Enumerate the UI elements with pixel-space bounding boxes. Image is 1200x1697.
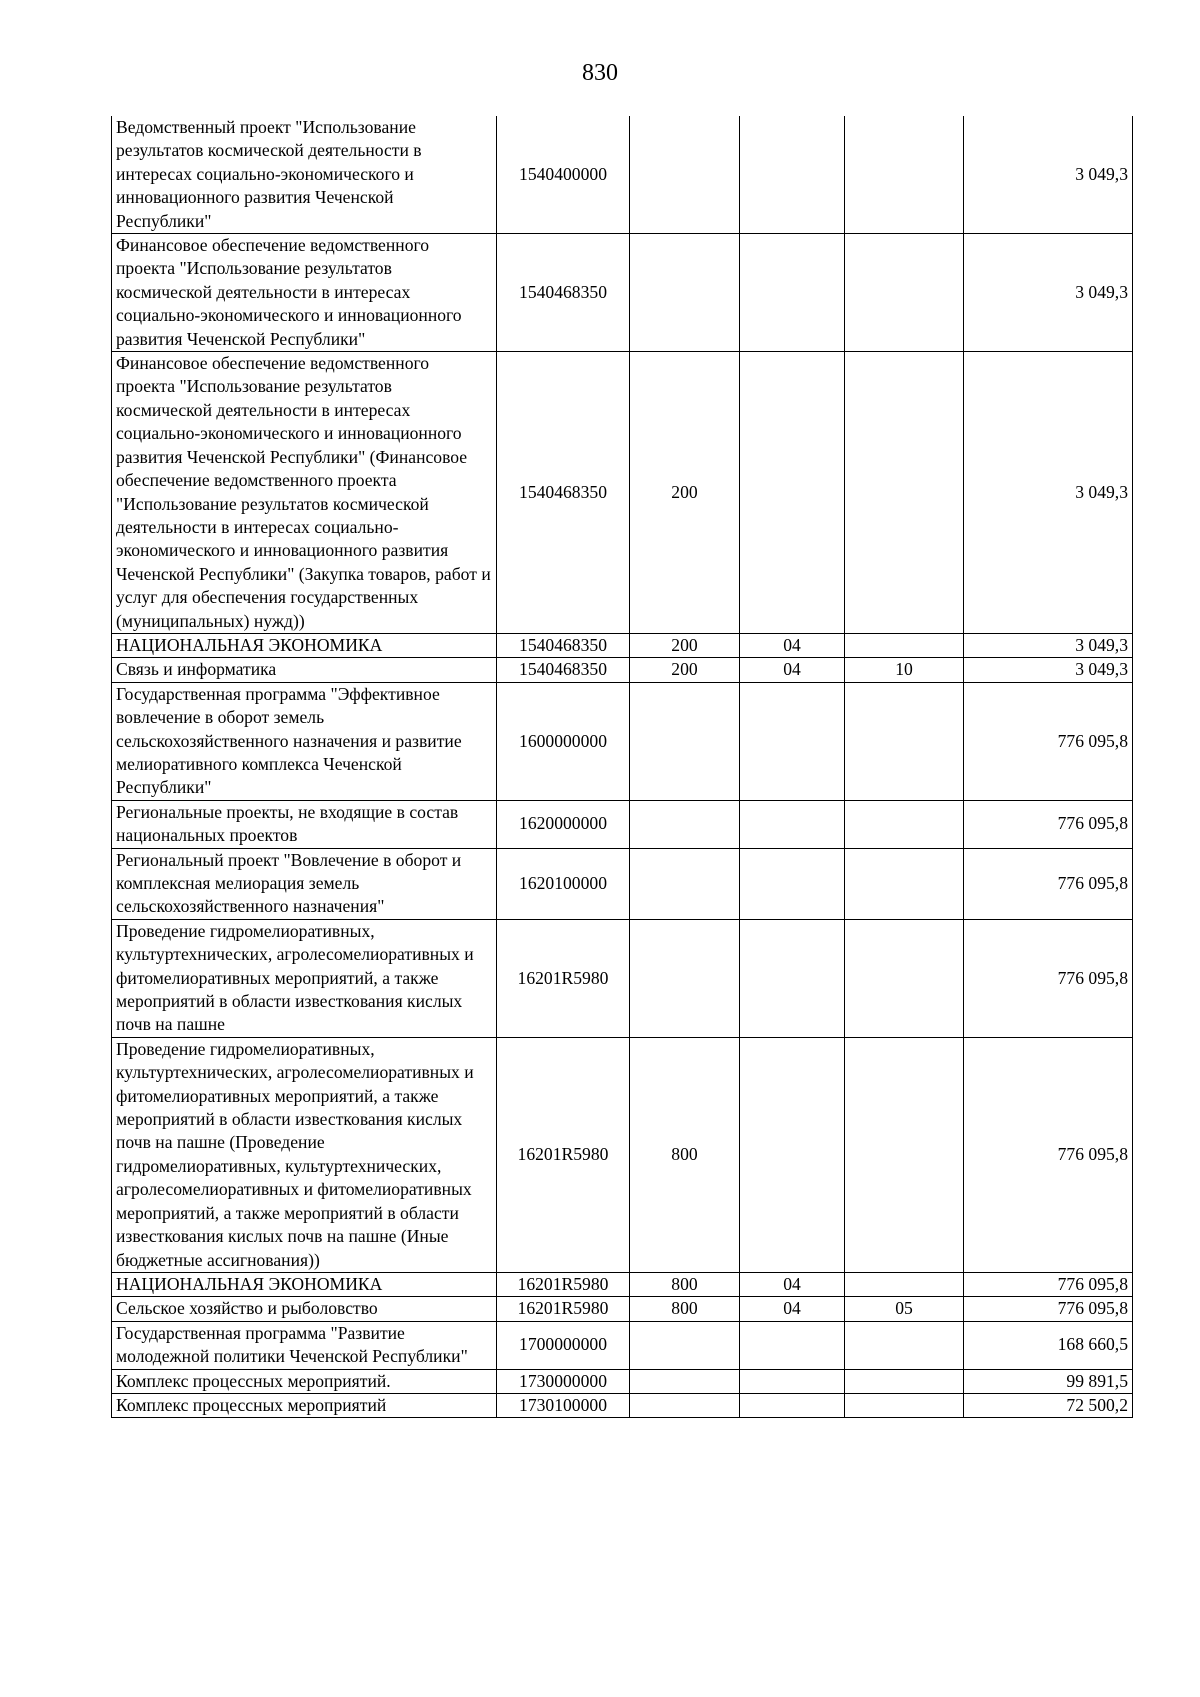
row-name-cell: НАЦИОНАЛЬНАЯ ЭКОНОМИКА: [112, 633, 497, 657]
row-name-cell: Сельское хозяйство и рыболовство: [112, 1297, 497, 1321]
row-subsection-cell: [845, 234, 964, 352]
row-amount-cell: 72 500,2: [964, 1393, 1133, 1417]
row-amount-cell: 776 095,8: [964, 919, 1133, 1037]
row-expense-type-cell: 200: [630, 352, 740, 634]
row-subsection-cell: [845, 800, 964, 848]
row-subsection-cell: 10: [845, 658, 964, 682]
row-code-cell: 16201R5980: [497, 1272, 630, 1296]
row-code-cell: 16201R5980: [497, 1037, 630, 1272]
row-amount-cell: 3 049,3: [964, 633, 1133, 657]
row-subsection-cell: [845, 633, 964, 657]
table-row: [112, 682, 1133, 800]
row-expense-type-cell: [630, 682, 740, 800]
table-row: [112, 1272, 1133, 1296]
table-row: [112, 116, 1133, 234]
row-code-cell: 1600000000: [497, 682, 630, 800]
row-code-cell: 1620000000: [497, 800, 630, 848]
row-code-cell: 1730000000: [497, 1369, 630, 1393]
row-section-cell: [740, 1037, 845, 1272]
row-subsection-cell: [845, 116, 964, 234]
row-subsection-cell: [845, 848, 964, 919]
row-name-cell: Комплекс процессных мероприятий.: [112, 1369, 497, 1393]
row-subsection-cell: [845, 1321, 964, 1369]
row-section-cell: [740, 1393, 845, 1417]
row-section-cell: 04: [740, 658, 845, 682]
row-section-cell: [740, 919, 845, 1037]
row-section-cell: [740, 352, 845, 634]
table-row: [112, 1037, 1133, 1272]
row-code-cell: 1540468350: [497, 658, 630, 682]
row-amount-cell: 3 049,3: [964, 658, 1133, 682]
row-code-cell: 16201R5980: [497, 1297, 630, 1321]
row-expense-type-cell: 800: [630, 1272, 740, 1296]
row-code-cell: 1540468350: [497, 633, 630, 657]
row-name-cell: Финансовое обеспечение ведомственного проекта "Использование результатов космической деятельности в интересах социально-экономического и инновационного развития Чеченской Республики" (Финансовое обеспечение ведомственного проекта "Использование результатов космической деятельности в интересах социально-экономического и инновационного развития Чеченской Республики" (Закупка товаров, работ и услуг для обеспечения государственных (муниципальных) нужд)): [112, 352, 497, 634]
row-expense-type-cell: 200: [630, 658, 740, 682]
row-expense-type-cell: [630, 848, 740, 919]
row-amount-cell: 3 049,3: [964, 234, 1133, 352]
row-expense-type-cell: [630, 1369, 740, 1393]
row-section-cell: [740, 800, 845, 848]
row-expense-type-cell: [630, 116, 740, 234]
table-row: [112, 658, 1133, 682]
row-amount-cell: 776 095,8: [964, 1272, 1133, 1296]
table-row: [112, 352, 1133, 634]
row-section-cell: [740, 234, 845, 352]
row-section-cell: [740, 1369, 845, 1393]
row-subsection-cell: [845, 1272, 964, 1296]
row-expense-type-cell: [630, 919, 740, 1037]
row-name-cell: Государственная программа "Развитие молодежной политики Чеченской Республики": [112, 1321, 497, 1369]
row-amount-cell: 776 095,8: [964, 800, 1133, 848]
row-expense-type-cell: 200: [630, 633, 740, 657]
row-code-cell: 1540400000: [497, 116, 630, 234]
row-section-cell: 04: [740, 633, 845, 657]
row-name-cell: Финансовое обеспечение ведомственного проекта "Использование результатов космической деятельности в интересах социально-экономического и инновационного развития Чеченской Республики": [112, 234, 497, 352]
row-name-cell: Региональный проект "Вовлечение в оборот и комплексная мелиорация земель сельскохозяйственного назначения": [112, 848, 497, 919]
table-row: [112, 1297, 1133, 1321]
row-expense-type-cell: [630, 1321, 740, 1369]
row-name-cell: Проведение гидромелиоративных, культуртехнических, агролесомелиоративных и фитомелиоративных мероприятий, а также мероприятий в области известкования кислых почв на пашне (Проведение гидромелиоративных, культуртехнических, агролесомелиоративных и фитомелиоративных мероприятий, а также мероприятий в области известкования кислых почв на пашне (Иные бюджетные ассигнования)): [112, 1037, 497, 1272]
row-name-cell: Ведомственный проект "Использование результатов космической деятельности в интересах социально-экономического и инновационного развития Чеченской Республики": [112, 116, 497, 234]
row-amount-cell: 3 049,3: [964, 116, 1133, 234]
row-section-cell: [740, 682, 845, 800]
row-subsection-cell: [845, 919, 964, 1037]
table-row: [112, 919, 1133, 1037]
row-subsection-cell: [845, 682, 964, 800]
row-subsection-cell: [845, 1393, 964, 1417]
row-amount-cell: 776 095,8: [964, 1037, 1133, 1272]
page-number: 830: [582, 60, 618, 86]
row-amount-cell: 776 095,8: [964, 682, 1133, 800]
row-name-cell: Региональные проекты, не входящие в состав национальных проектов: [112, 800, 497, 848]
budget-table: [111, 116, 1133, 1418]
row-name-cell: Связь и информатика: [112, 658, 497, 682]
row-name-cell: Комплекс процессных мероприятий: [112, 1393, 497, 1417]
row-code-cell: 1540468350: [497, 234, 630, 352]
row-code-cell: 1540468350: [497, 352, 630, 634]
table-row: [112, 1321, 1133, 1369]
row-code-cell: 1730100000: [497, 1393, 630, 1417]
row-name-cell: Государственная программа "Эффективное вовлечение в оборот земель сельскохозяйственного назначения и развитие мелиоративного комплекса Чеченской Республики": [112, 682, 497, 800]
table-row: [112, 800, 1133, 848]
table-body: [112, 116, 1133, 1418]
row-expense-type-cell: 800: [630, 1037, 740, 1272]
row-expense-type-cell: [630, 234, 740, 352]
row-name-cell: Проведение гидромелиоративных, культуртехнических, агролесомелиоративных и фитомелиоративных мероприятий, а также мероприятий в области известкования кислых почв на пашне: [112, 919, 497, 1037]
row-code-cell: 1700000000: [497, 1321, 630, 1369]
table-row: [112, 1369, 1133, 1393]
row-expense-type-cell: [630, 800, 740, 848]
table-row: [112, 1393, 1133, 1417]
row-subsection-cell: [845, 1369, 964, 1393]
row-section-cell: [740, 116, 845, 234]
table-row: [112, 234, 1133, 352]
row-subsection-cell: [845, 1037, 964, 1272]
row-subsection-cell: [845, 352, 964, 634]
row-amount-cell: 776 095,8: [964, 848, 1133, 919]
row-amount-cell: 3 049,3: [964, 352, 1133, 634]
row-section-cell: [740, 848, 845, 919]
row-section-cell: [740, 1321, 845, 1369]
row-expense-type-cell: 800: [630, 1297, 740, 1321]
table-row: [112, 848, 1133, 919]
row-code-cell: 1620100000: [497, 848, 630, 919]
table-row: [112, 633, 1133, 657]
row-expense-type-cell: [630, 1393, 740, 1417]
row-name-cell: НАЦИОНАЛЬНАЯ ЭКОНОМИКА: [112, 1272, 497, 1296]
row-code-cell: 16201R5980: [497, 919, 630, 1037]
row-amount-cell: 168 660,5: [964, 1321, 1133, 1369]
row-section-cell: 04: [740, 1272, 845, 1296]
row-amount-cell: 99 891,5: [964, 1369, 1133, 1393]
row-amount-cell: 776 095,8: [964, 1297, 1133, 1321]
row-section-cell: 04: [740, 1297, 845, 1321]
row-subsection-cell: 05: [845, 1297, 964, 1321]
